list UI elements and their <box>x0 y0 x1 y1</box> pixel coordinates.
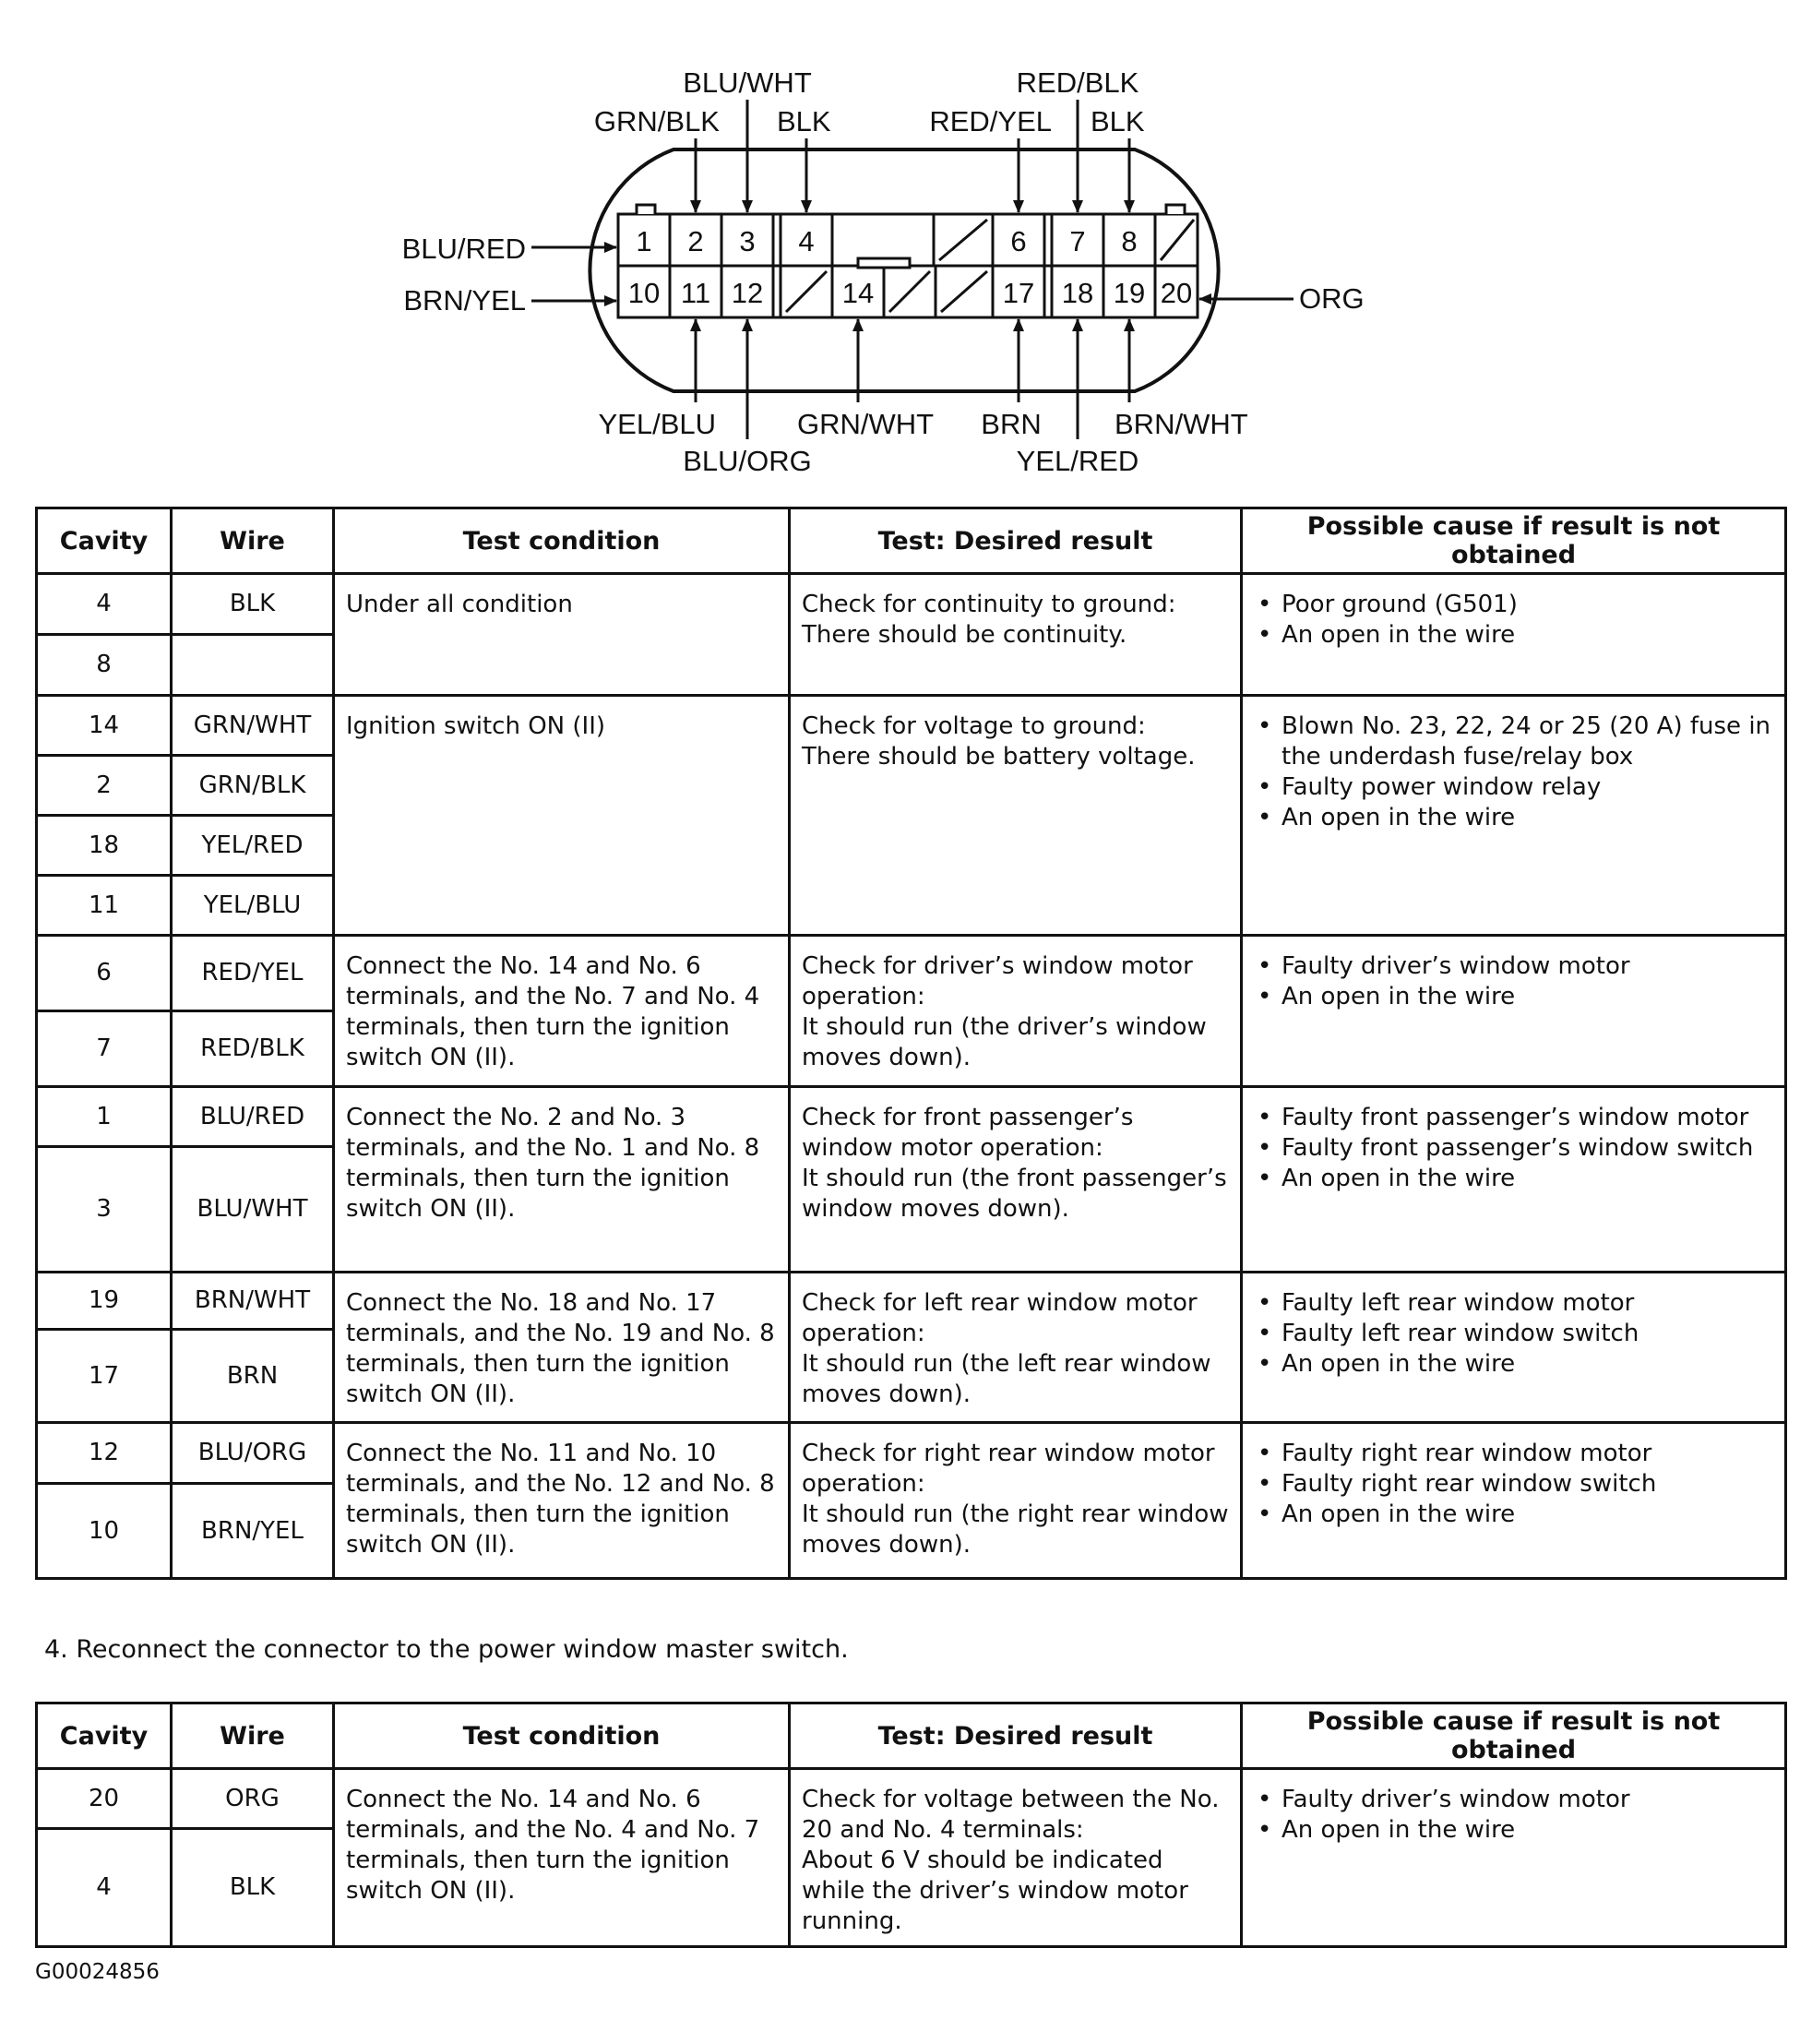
cause-list <box>1256 1288 1775 1380</box>
cavity-number: 10 <box>627 277 661 309</box>
cause-item: • An open in the wire <box>1256 1500 1775 1530</box>
step-number: 4. <box>44 1635 68 1664</box>
wire-cell: BLU/RED <box>172 1087 334 1147</box>
cause-item: • An open in the wire <box>1256 620 1775 651</box>
cause-item: • An open in the wire <box>1256 982 1775 1012</box>
possible-cause-cell <box>1242 1769 1786 1947</box>
cause-item: • Faulty power window relay <box>1256 772 1775 803</box>
test-condition-cell: Connect the No. 14 and No. 6 terminals, and the No. 7 and No. 4 terminals, then turn the ignition switch ON (II). <box>334 936 790 1087</box>
possible-cause-cell <box>1242 574 1786 696</box>
desired-result-cell <box>790 1769 1242 1947</box>
table-header-row <box>37 508 1786 574</box>
cavity-cell: 2 <box>37 756 172 816</box>
wire-cell: GRN/WHT <box>172 696 334 756</box>
cavity-number: 1 <box>636 225 652 257</box>
cavity-cell: 8 <box>37 635 172 696</box>
wire-cell: BRN/YEL <box>172 1484 334 1579</box>
table-row <box>37 1769 1786 1829</box>
desired-result-cell <box>790 1087 1242 1273</box>
cavity-number: 18 <box>1061 277 1094 309</box>
column-header-possible-cause: Possible cause if result is not obtained <box>1242 508 1786 574</box>
desired-result-cell <box>790 696 1242 936</box>
wire-label-blu-red: BLU/RED <box>401 233 526 265</box>
desired-result-cell <box>790 1423 1242 1579</box>
cause-item: • Faulty right rear window switch <box>1256 1469 1775 1500</box>
desired-result-cell <box>790 1273 1242 1423</box>
table-header-row <box>37 1703 1786 1769</box>
cause-item: • Faulty front passenger’s window switch <box>1256 1133 1775 1164</box>
possible-cause-cell <box>1242 1087 1786 1273</box>
wire-label-brn-wht: BRN/WHT <box>1115 408 1248 440</box>
column-header-wire: Wire <box>172 1703 334 1769</box>
test-condition-cell: Connect the No. 2 and No. 3 terminals, and the No. 1 and No. 8 terminals, then turn the ignition switch ON (II). <box>334 1087 790 1273</box>
wire-label-yel-red: YEL/RED <box>1016 445 1139 477</box>
column-header-test-condition: Test condition <box>334 508 790 574</box>
cause-item: • Faulty driver’s window motor <box>1256 951 1775 982</box>
possible-cause-cell <box>1242 696 1786 936</box>
result-line: It should run (the front passenger’s window moves down). <box>802 1165 1227 1223</box>
table-row <box>37 936 1786 1011</box>
wire-label-grn-wht: GRN/WHT <box>796 408 935 440</box>
test-condition-cell: Ignition switch ON (II) <box>334 696 790 936</box>
desired-result-cell <box>790 936 1242 1087</box>
result-line: It should run (the driver’s window moves down). <box>802 1013 1207 1071</box>
result-line: There should be battery voltage. <box>802 743 1196 771</box>
wire-cell <box>172 635 334 696</box>
result-line: Check for left rear window motor operation: <box>802 1289 1198 1347</box>
desired-result-cell <box>790 574 1242 696</box>
cavity-cell: 4 <box>37 1829 172 1947</box>
cavity-number: 2 <box>687 225 704 257</box>
wire-cell: RED/YEL <box>172 936 334 1011</box>
result-line: It should run (the left rear window moves down). <box>802 1350 1211 1408</box>
result-line: Check for continuity to ground: <box>802 591 1176 618</box>
wire-cell: RED/BLK <box>172 1011 334 1087</box>
cause-item: • Blown No. 23, 22, 24 or 25 (20 A) fuse in the underdash fuse/relay box <box>1256 711 1775 772</box>
terminal-test-table <box>35 507 1787 1580</box>
wire-cell: BLK <box>172 574 334 635</box>
cavity-cell: 1 <box>37 1087 172 1147</box>
wire-label-brn: BRN <box>981 408 1042 440</box>
cavity-number: 14 <box>841 277 875 309</box>
wire-label-blk: BLK <box>777 105 831 137</box>
cavity-cell: 17 <box>37 1330 172 1423</box>
result-line: Check for voltage between the No. 20 and No. 4 terminals: <box>802 1786 1220 1844</box>
cause-item: • Faulty front passenger’s window motor <box>1256 1103 1775 1133</box>
wire-cell: BLK <box>172 1829 334 1947</box>
column-header-cavity: Cavity <box>37 1703 172 1769</box>
cause-item: • Poor ground (G501) <box>1256 590 1775 620</box>
cause-item: • An open in the wire <box>1256 1349 1775 1380</box>
cavity-cell: 20 <box>37 1769 172 1829</box>
wire-cell: ORG <box>172 1769 334 1829</box>
test-condition-cell: Under all condition <box>334 574 790 696</box>
column-header-desired-result: Test: Desired result <box>790 508 1242 574</box>
wire-label-red-blk: RED/BLK <box>1016 66 1139 99</box>
test-condition-cell: Connect the No. 18 and No. 17 terminals, and the No. 19 and No. 8 terminals, then turn the ignition switch ON (II). <box>334 1273 790 1423</box>
step-text: Reconnect the connector to the power window master switch. <box>76 1635 849 1664</box>
cavity-number: 8 <box>1121 225 1138 257</box>
result-line: It should run (the right rear window moves down). <box>802 1500 1229 1559</box>
cavity-number: 6 <box>1010 225 1027 257</box>
table-row <box>37 1273 1786 1330</box>
wire-label-blk: BLK <box>1091 105 1145 137</box>
wire-cell: BRN/WHT <box>172 1273 334 1330</box>
cavity-cell: 6 <box>37 936 172 1011</box>
cause-list <box>1256 1439 1775 1530</box>
result-line: Check for voltage to ground: <box>802 712 1146 740</box>
column-header-cavity: Cavity <box>37 508 172 574</box>
wire-label-red-yel: RED/YEL <box>929 105 1052 137</box>
step-instruction <box>44 1635 849 1664</box>
voltage-test-table <box>35 1702 1787 1948</box>
cavity-cell: 11 <box>37 876 172 936</box>
cause-item: • An open in the wire <box>1256 803 1775 833</box>
possible-cause-cell <box>1242 936 1786 1087</box>
cause-list <box>1256 711 1775 833</box>
column-header-possible-cause: Possible cause if result is not obtained <box>1242 1703 1786 1769</box>
possible-cause-cell <box>1242 1273 1786 1423</box>
possible-cause-cell <box>1242 1423 1786 1579</box>
column-header-desired-result: Test: Desired result <box>790 1703 1242 1769</box>
test-condition-cell: Connect the No. 11 and No. 10 terminals, and the No. 12 and No. 8 terminals, then turn the ignition switch ON (II). <box>334 1423 790 1579</box>
cause-list <box>1256 951 1775 1012</box>
wire-cell: BLU/ORG <box>172 1423 334 1484</box>
table-row <box>37 574 1786 635</box>
wire-label-blu-wht: BLU/WHT <box>683 66 812 99</box>
test-condition-cell: Connect the No. 14 and No. 6 terminals, and the No. 4 and No. 7 terminals, then turn the ignition switch ON (II). <box>334 1769 790 1947</box>
cause-list <box>1256 1103 1775 1194</box>
cause-item: • Faulty driver’s window motor <box>1256 1785 1775 1815</box>
wire-cell: YEL/RED <box>172 816 334 876</box>
result-line: Check for right rear window motor operation: <box>802 1440 1215 1498</box>
column-header-wire: Wire <box>172 508 334 574</box>
wire-label-blu-org: BLU/ORG <box>683 445 812 477</box>
cavity-cell: 19 <box>37 1273 172 1330</box>
cavity-number: 19 <box>1113 277 1146 309</box>
cause-list <box>1256 590 1775 651</box>
result-line: Check for driver’s window motor operation: <box>802 952 1193 1010</box>
cavity-cell: 14 <box>37 696 172 756</box>
result-line: About 6 V should be indicated while the driver’s window motor running. <box>802 1847 1188 1935</box>
cause-item: • Faulty left rear window switch <box>1256 1319 1775 1349</box>
table-row <box>37 1423 1786 1484</box>
wire-label-grn-blk: GRN/BLK <box>593 105 720 137</box>
column-header-test-condition: Test condition <box>334 1703 790 1769</box>
cavity-cell: 18 <box>37 816 172 876</box>
cavity-number: 17 <box>1002 277 1035 309</box>
wire-cell: YEL/BLU <box>172 876 334 936</box>
result-line: There should be continuity. <box>802 621 1127 649</box>
table-row <box>37 696 1786 756</box>
cavity-number: 4 <box>798 225 815 257</box>
cause-list <box>1256 1785 1775 1846</box>
cavity-number: 7 <box>1069 225 1086 257</box>
table-row <box>37 1087 1786 1147</box>
cavity-cell: 12 <box>37 1423 172 1484</box>
wire-label-brn-yel: BRN/YEL <box>403 284 526 317</box>
cause-item: • An open in the wire <box>1256 1815 1775 1846</box>
wire-cell: GRN/BLK <box>172 756 334 816</box>
wire-label-org: ORG <box>1299 282 1365 315</box>
cause-item: • Faulty right rear window motor <box>1256 1439 1775 1469</box>
wire-cell: BLU/WHT <box>172 1147 334 1273</box>
cavity-cell: 10 <box>37 1484 172 1579</box>
cavity-cell: 7 <box>37 1011 172 1087</box>
figure-id: G00024856 <box>35 1960 160 1984</box>
result-line: Check for front passenger’s window motor operation: <box>802 1104 1134 1162</box>
cavity-number: 3 <box>739 225 756 257</box>
cause-item: • Faulty left rear window motor <box>1256 1288 1775 1319</box>
cavity-cell: 4 <box>37 574 172 635</box>
cavity-cell: 3 <box>37 1147 172 1273</box>
cavity-number: 12 <box>731 277 764 309</box>
wire-cell: BRN <box>172 1330 334 1423</box>
cavity-number: 20 <box>1160 277 1193 309</box>
connector-diagram <box>0 0 1812 498</box>
wire-label-yel-blu: YEL/BLU <box>598 408 716 440</box>
cause-item: • An open in the wire <box>1256 1164 1775 1194</box>
cavity-number: 11 <box>680 277 711 309</box>
